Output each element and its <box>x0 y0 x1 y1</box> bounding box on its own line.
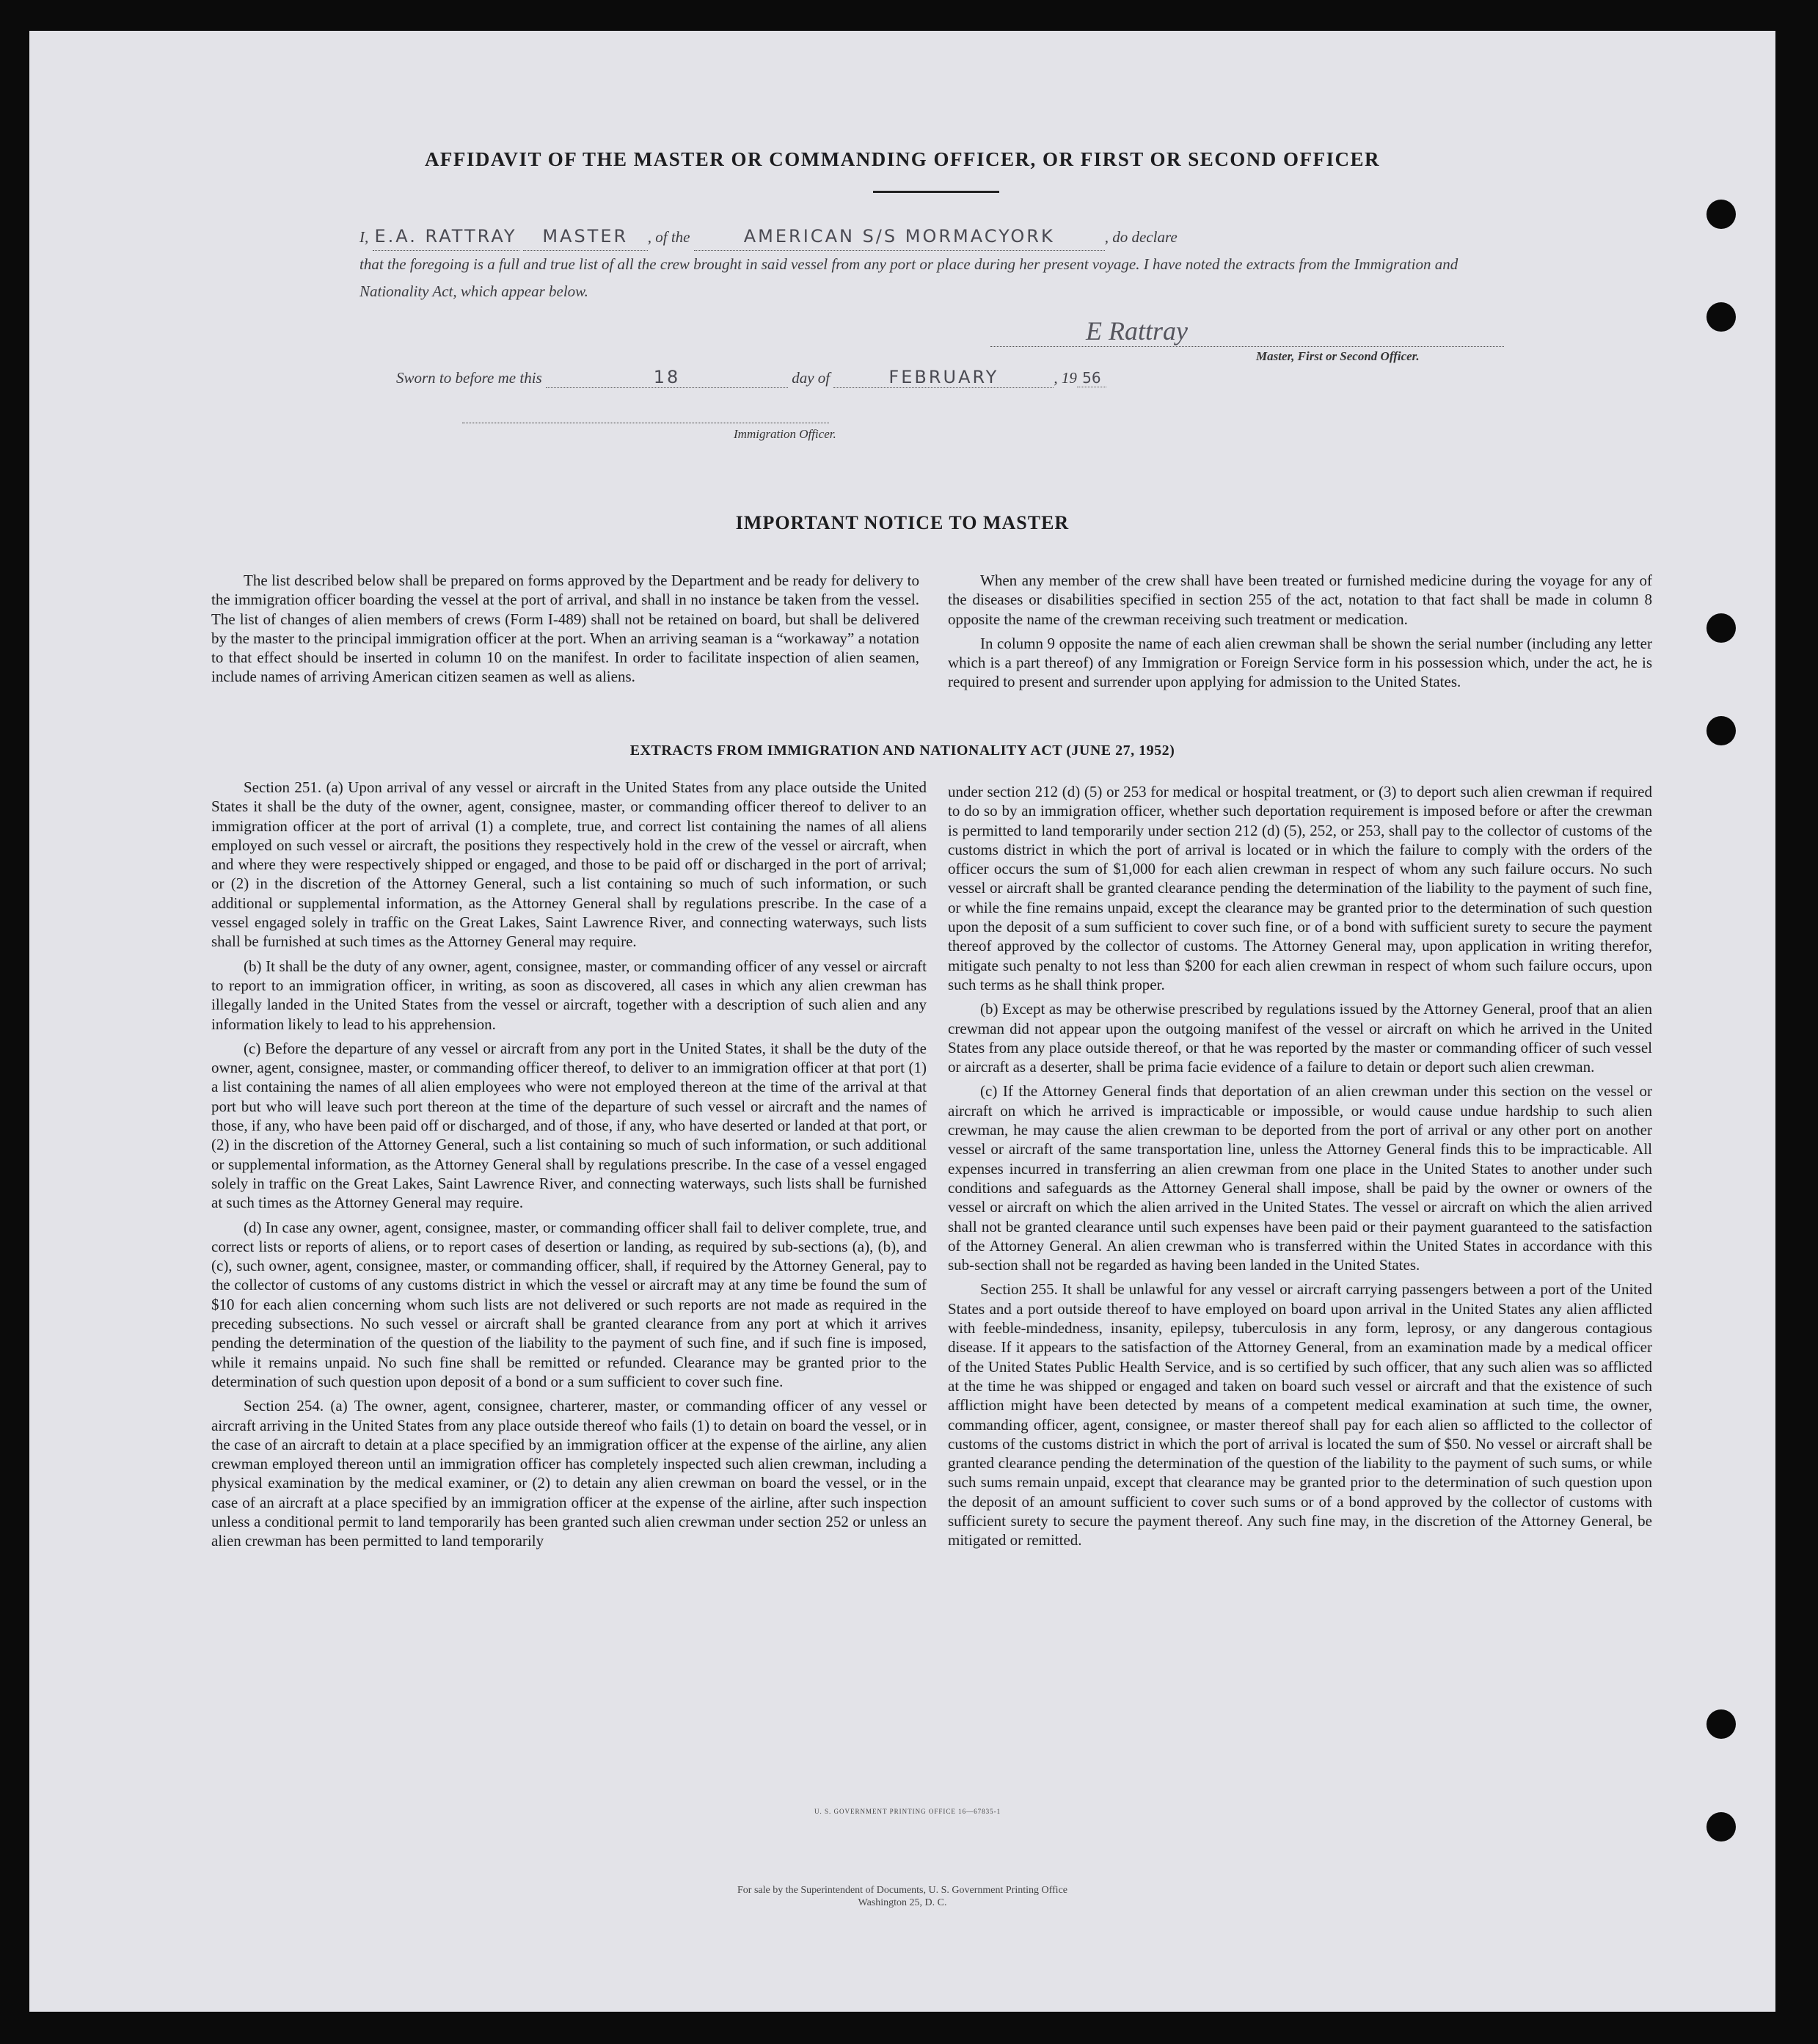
of-the-label: , of the <box>647 228 690 246</box>
notice-right-column <box>948 571 1652 697</box>
act-paragraph: (c) If the Attorney General finds that deportation of an alien crewman under this section on the vessel or aircraft on which he arrived is impracticable or impossible, or would cause undue hardship to such alien crewman, he may cause the alien crewman to be deported from the port of arrival or any other port on another vessel or aircraft of the same transportation line, unless the Attorney General finds this to be impracticable. All expenses incurred in transferring an alien crewman from one place in the United States to another under such conditions and safeguards as the Attorney General shall impose, shall be paid by the owner or owners of the vessel or aircraft on which the alien arrived in the United States. The vessel or aircraft on which the alien arrived shall not be granted clearance until such expenses have been paid or their payment guaranteed to the satisfaction of the Attorney General. An alien crewman who is transferred within the United States in accordance with this sub-section shall not be regarded as having been landed in the United States. <box>948 1082 1652 1274</box>
notice-title: IMPORTANT NOTICE TO MASTER <box>735 512 1070 533</box>
do-declare-label: , do declare <box>1104 228 1178 246</box>
declaration <box>359 223 1511 305</box>
act-paragraph: Section 254. (a) The owner, agent, consignee, charterer, master, or commanding officer of any vessel or aircraft arriving in the United States from any place outside thereof who fails (1) to detain on board the vessel, or in the case of an aircraft to detain at a place specified by an immigration officer at the expense of the airline, any alien crewman employed thereon until an immigration officer has completely inspected such alien crewman, including a physical examination by the medical examiner, or (2) to detain any alien crewman on board the vessel, or in the case of an aircraft at a place specified by an immigration officer at the expense of the airline, after such inspection unless a conditional permit to land temporarily has been granted such alien crewman under section 252 or unless an alien crewman has been permitted to land temporarily <box>211 1397 927 1550</box>
gpo-imprint: U. S. GOVERNMENT PRINTING OFFICE 16—67835-1 <box>814 1808 1001 1815</box>
title-rule <box>873 191 999 193</box>
master-signature: E Rattray <box>1086 316 1188 346</box>
act-paragraph: (b) Except as may be otherwise prescribed by regulations issued by the Attorney General, proof that an alien crewman did not appear upon the outgoing manifest of the vessel or aircraft on which he arrived in the United States from any place outside thereof, or that he was reported by the master or commanding officer of such vessel or aircraft as a deserter, shall be prima facie evidence of a failure to detain or deport such alien crewman. <box>948 1000 1652 1076</box>
act-paragraph: (b) It shall be the duty of any owner, agent, consignee, master, or commanding officer of any vessel or aircraft to report to an immigration officer, in writing, as soon as discovered, all cases in which any alien crewman has illegally landed in the United States from the vessel or aircraft, together with a description of such alien and any information likely to lead to his apprehension. <box>211 957 927 1033</box>
extracts-title: EXTRACTS FROM IMMIGRATION AND NATIONALITY ACT (JUNE 27, 1952) <box>629 742 1175 759</box>
day-of-label: day of <box>792 369 830 387</box>
sworn-statement <box>396 367 1106 388</box>
punch-hole <box>1706 302 1736 332</box>
sworn-month: FEBRUARY <box>833 367 1054 388</box>
sale-notice <box>29 1884 1775 1909</box>
declaration-text: that the foregoing is a full and true list of all the crew brought in said vessel from any port or place during her present voyage. I have noted the extracts from the Immigration and Nationality Act, which appear below. <box>359 255 1459 300</box>
vessel-name: AMERICAN S/S MORMACYORK <box>694 223 1105 251</box>
officer-name: E.A. RATTRAY <box>373 223 519 251</box>
punch-hole <box>1706 716 1736 745</box>
extracts-left-column <box>211 778 927 1556</box>
extracts-right-column <box>948 782 1652 1555</box>
affidavit-title: AFFIDAVIT OF THE MASTER OR COMMANDING OFFICER, OR FIRST OR SECOND OFFICER <box>424 148 1381 170</box>
year-prefix: , 19 <box>1054 369 1077 387</box>
immigration-officer-caption: Immigration Officer. <box>734 427 836 441</box>
signature-caption: Master, First or Second Officer. <box>1256 349 1420 363</box>
sale-line: For sale by the Superintendent of Documents, U. S. Government Printing Office <box>737 1885 1067 1896</box>
act-paragraph: Section 251. (a) Upon arrival of any vessel or aircraft in the United States from any place outside the United States it shall be the duty of the owner, agent, consignee, master, or commanding officer thereof to deliver to an immigration officer at the port of arrival (1) a complete, true, and correct list containing the names of all aliens employed on such vessel or aircraft, the positions they respectively hold in the crew of the vessel or aircraft, when and where they were respectively shipped or engaged, and those to be paid off or discharged in the port of arrival; or (2) in the discretion of the Attorney General, such a list containing so much of such information, or such additional or supplemental information, as the Attorney General shall by regulations prescribe. In the case of a vessel engaged solely in traffic on the Great Lakes, Saint Lawrence River, and connecting waterways, such lists shall be furnished at such times as the Attorney General may require. <box>211 778 927 951</box>
punch-hole <box>1706 613 1736 643</box>
sworn-year: 56 <box>1077 369 1106 387</box>
notice-left-column <box>211 571 919 692</box>
act-paragraph: under section 212 (d) (5) or 253 for medical or hospital treatment, or (3) to deport such alien crewman if required to do so by an immigration officer, whether such deportation requirement is imposed before or after the crewman is permitted to land temporarily under section 212 (d) (5), 252, or 253, shall pay to the collector of customs of the customs district in which the port of arrival is located or in which the failure to comply with the orders of the officer occurs the sum of $1,000 for each alien crewman in respect of whom any such failure occurs. No such vessel or aircraft shall be granted clearance pending the determination of the liability to the payment of such fine, or while the fine remains unpaid, except the clearance may be granted prior to the determination of such question upon the deposit of a sum sufficient to cover such fine, or of a bond with sufficient surety to secure the payment thereof approved by the collector of customs. The Attorney General may, upon application in writing therefor, mitigate such penalty to not less than $200 for each alien crewman in respect of whom such failure occurs, upon such terms as he shall think proper. <box>948 783 1652 993</box>
punch-hole <box>1706 200 1736 229</box>
act-paragraph: (c) Before the departure of any vessel or aircraft from any port in the United States, it shall be the duty of the owner, agent, consignee, master, or commanding officer thereof, to deliver to an immigration officer at that port (1) a list containing the names of all alien employees who were not employed thereon at the time of the arrival at that port but who will leave such port thereon at the time of the departure of such vessel or aircraft and the names of those, if any, who have been paid off or discharged, and of those, if any, who have deserted or landed at that port, or (2) in the discretion of the Attorney General, such a list containing so much of such information, or such additional or supplemental information, as the Attorney General shall by regulations prescribe. In the case of a vessel engaged solely in traffic on the Great Lakes, Saint Lawrence River, and connecting waterways, such lists shall be furnished at such times as the Attorney General may require. <box>211 1039 927 1212</box>
declaration-i: I, <box>359 228 369 246</box>
act-paragraph: (d) In case any owner, agent, consignee, master, or commanding officer shall fail to deliver complete, true, and correct lists or reports of aliens, or to report cases of desertion or landing, as required by sub-sections (a), (b), and (c), such owner, agent, consignee, master, or commanding officer, shall, if required by the Attorney General, pay to the collector of customs of any customs district in which the vessel or aircraft may at any time be found the sum of $10 for each alien concerning whom such lists are not delivered or such reports are not made as required in the preceding subsections. No such vessel or aircraft shall be granted clearance from any port at which it arrives pending the determination of the question of the liability to the payment of such fine, and if such fine is imposed, while it remains unpaid. No such fine shall be remitted or refunded. Clearance may be granted prior to the determination of such question upon deposit of a bond or a sum sufficient to cover such fine. <box>211 1218 927 1390</box>
punch-hole <box>1706 1812 1736 1842</box>
sworn-prefix: Sworn to before me this <box>396 369 542 387</box>
officer-rank: MASTER <box>523 223 648 251</box>
sale-line: Washington 25, D. C. <box>858 1897 947 1908</box>
notice-paragraph: When any member of the crew shall have been treated or furnished medicine during the voyage for any of the diseases or disabilities specified in section 255 of the act, notation to that fact shall be made in column 8 opposite the name of the crewman receiving such treatment or medication. <box>948 572 1652 628</box>
sworn-day: 18 <box>546 367 788 388</box>
signature-line <box>990 346 1504 347</box>
act-paragraph: Section 255. It shall be unlawful for any vessel or aircraft carrying passengers between a port of the United States and a port outside thereof to have employed on board upon arrival in the United States any alien afflicted with feeble-mindedness, insanity, epilepsy, tuberculosis in any form, leprosy, or any dangerous contagious disease. If it appears to the satisfaction of the Attorney General, from an examination made by a medical officer of the United States Public Health Service, and is so certified by such officer, that any such alien was so afflicted at the time he was shipped or engaged and taken on board such vessel or aircraft and that the existence of such affliction might have been detected by means of a competent medical examination at such time, the owner, commanding officer, agent, consignee, or master thereof shall pay for each alien so afflicted to the collector of customs of the customs district in which the port of arrival is located the sum of $50. No vessel or aircraft shall be granted clearance pending the determination of the question of the liability to the payment of such sums, or while such sums remain unpaid, except that clearance may be granted prior to the determination of such question upon the deposit of an amount sufficient to cover such sums or of a bond approved by the collector of customs with sufficient surety to secure the payment thereof. Any such fine may, in the discretion of the Attorney General, be mitigated or remitted. <box>948 1280 1652 1550</box>
notice-paragraph: In column 9 opposite the name of each alien crewman shall be shown the serial number (including any letter which is a part thereof) of any Immigration or Foreign Service form in his possession which, under the act, he is required to present and surrender upon applying for admission to the United States. <box>948 634 1652 691</box>
document-page <box>29 31 1775 2012</box>
notice-paragraph: The list described below shall be prepared on forms approved by the Department and be ready for delivery to the immigration officer boarding the vessel at the port of arrival, and shall in no instance be taken from the vessel. The list of changes of alien members of crews (Form I-489) shall not be retained on board, but shall be delivered by the master to the principal immigration officer at the port. When an arriving seaman is a “workaway” a notation to that effect should be inserted in column 10 on the manifest. In order to facilitate inspection of alien seamen, include names of arriving American citizen seamen as well as aliens. <box>211 572 919 686</box>
punch-hole <box>1706 1709 1736 1739</box>
